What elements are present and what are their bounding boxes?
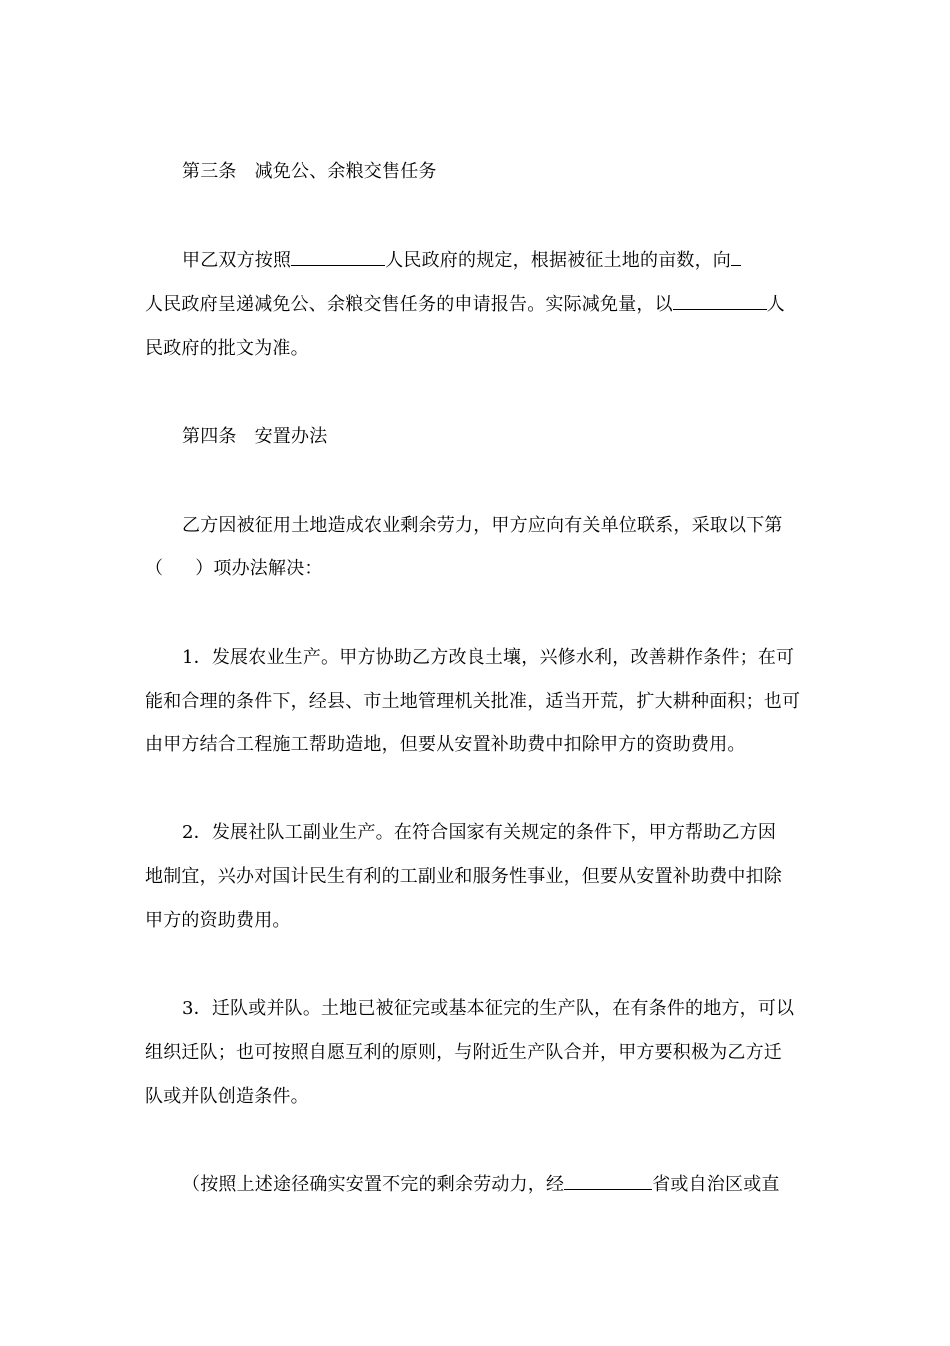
article-3-paragraph-line-2 <box>145 291 815 319</box>
article-4-heading <box>182 423 815 451</box>
article-3-paragraph-line-1 <box>182 247 815 275</box>
text-segment: （按照上述途径确实安置不完的剩余劳动力，经 <box>182 1174 565 1195</box>
article-3-paragraph-line-3: 民政府的批文为准。 <box>145 338 309 359</box>
fill-in-blank[interactable] <box>673 291 767 310</box>
item-1-line-2: 能和合理的条件下，经县、市土地管理机关批准，适当开荒，扩大耕种面积；也可 <box>145 691 801 712</box>
article-4-number: 第四条 <box>182 426 237 447</box>
item-2-line-2: 地制宜，兴办对国计民生有利的工副业和服务性事业，但要从安置补助费中扣除 <box>145 866 782 887</box>
item-3-line-3: 队或并队创造条件。 <box>145 1086 309 1107</box>
fill-in-blank[interactable] <box>564 1171 652 1190</box>
article-4-title: 安置办法 <box>254 426 328 447</box>
item-3-line-2: 组织迁队；也可按照自愿互利的原则，与附近生产队合并，甲方要积极为乙方迁 <box>145 1042 782 1063</box>
item-1-line-3: 由甲方结合工程施工帮助造地，但要从安置补助费中扣除甲方的资助费用。 <box>145 734 746 755</box>
text-segment: 人民政府呈递减免公、余粮交售任务的申请报告。实际减免量，以 <box>145 294 673 315</box>
item-3-line-1: 3．迁队或并队。土地已被征完或基本征完的生产队，在有条件的地方，可以 <box>182 998 795 1019</box>
article-4-paragraph-line-2 <box>145 555 815 583</box>
article-3-heading <box>182 158 815 186</box>
closing-line <box>182 1171 815 1199</box>
article-3-number: 第三条 <box>182 161 237 182</box>
item-2-line-3: 甲方的资助费用。 <box>145 910 291 931</box>
item-1-line-1: 1．发展农业生产。甲方协助乙方改良土壤，兴修水利，改善耕作条件；在可 <box>182 647 795 668</box>
article-3-title: 减免公、余粮交售任务 <box>254 161 437 182</box>
text-segment: 人 <box>766 294 785 315</box>
text-segment: 甲乙双方按照 <box>182 250 292 271</box>
article-4-paragraph-line-1: 乙方因被征用土地造成农业剩余劳力，甲方应向有关单位联系，采取以下第 <box>182 515 783 536</box>
fill-in-blank[interactable] <box>731 247 741 266</box>
fill-in-blank[interactable] <box>291 247 385 266</box>
item-2-line-1: 2．发展社队工副业生产。在符合国家有关规定的条件下，甲方帮助乙方因 <box>182 822 777 843</box>
text-segment: 省或自治区或直 <box>652 1174 780 1195</box>
text-segment: 人民政府的规定，根据被征土地的亩数，向 <box>385 250 732 271</box>
text-segment: ）项办法解决： <box>195 558 323 579</box>
text-segment: （ <box>145 558 164 579</box>
